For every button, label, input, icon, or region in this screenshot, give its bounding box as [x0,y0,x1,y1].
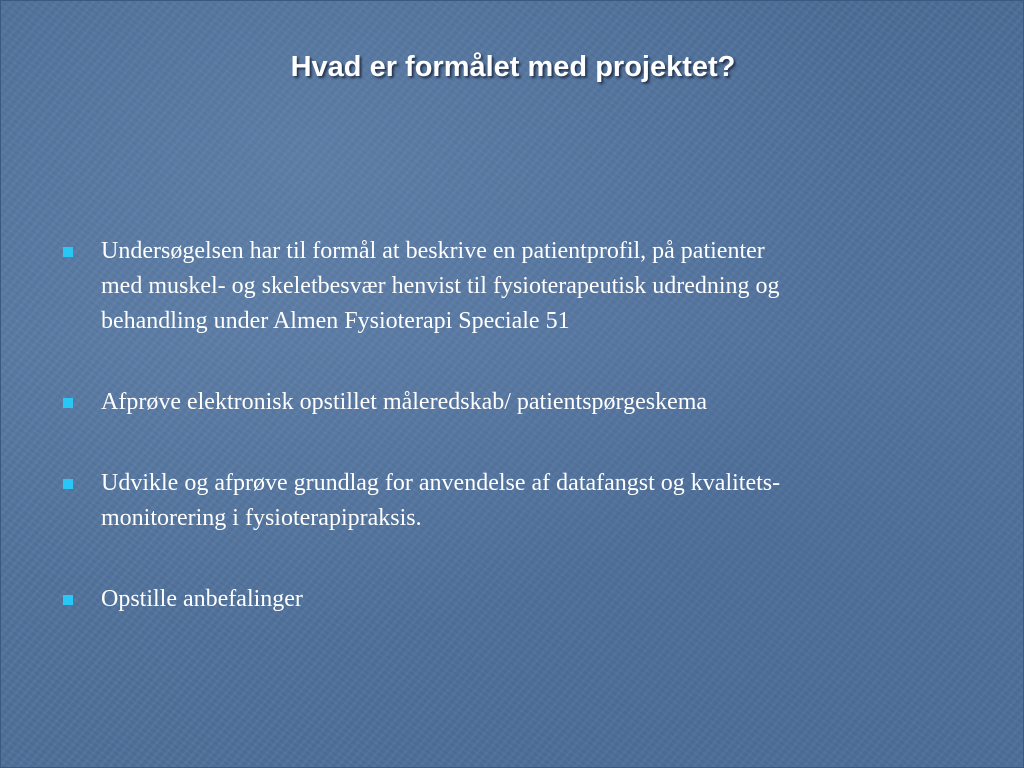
bullet-item-2 [63,385,963,420]
square-bullet-icon [63,247,73,257]
slide-title: Hvad er formålet med projektet? [290,51,736,83]
square-bullet-icon [63,479,73,489]
bullet-item-4 [63,582,963,617]
bullet-text-2-line-1: Afprøve elektronisk opstillet måleredskab/ patientspørgeskema [101,389,708,415]
bullet-text-1-line-1: Undersøgelsen har til formål at beskrive en patientprofil, på patienter [101,238,765,264]
bullet-item-1 [63,234,963,339]
bullet-text-4-line-1: Opstille anbefalinger [101,586,303,612]
square-bullet-icon [63,595,73,605]
bullet-text-1-line-2: med muskel- og skeletbesvær henvist til fysioterapeutisk udredning og [101,273,780,299]
square-bullet-icon [63,398,73,408]
bullet-text-1-line-3: behandling under Almen Fysioterapi Speciale 51 [101,308,570,334]
bullet-item-3 [63,466,963,536]
bullet-text-3-line-2: monitorering i fysioterapipraksis. [101,505,422,531]
bullet-list [63,234,963,663]
bullet-text-3-line-1: Udvikle og afprøve grundlag for anvendelse af datafangst og kvalitets- [101,470,781,496]
